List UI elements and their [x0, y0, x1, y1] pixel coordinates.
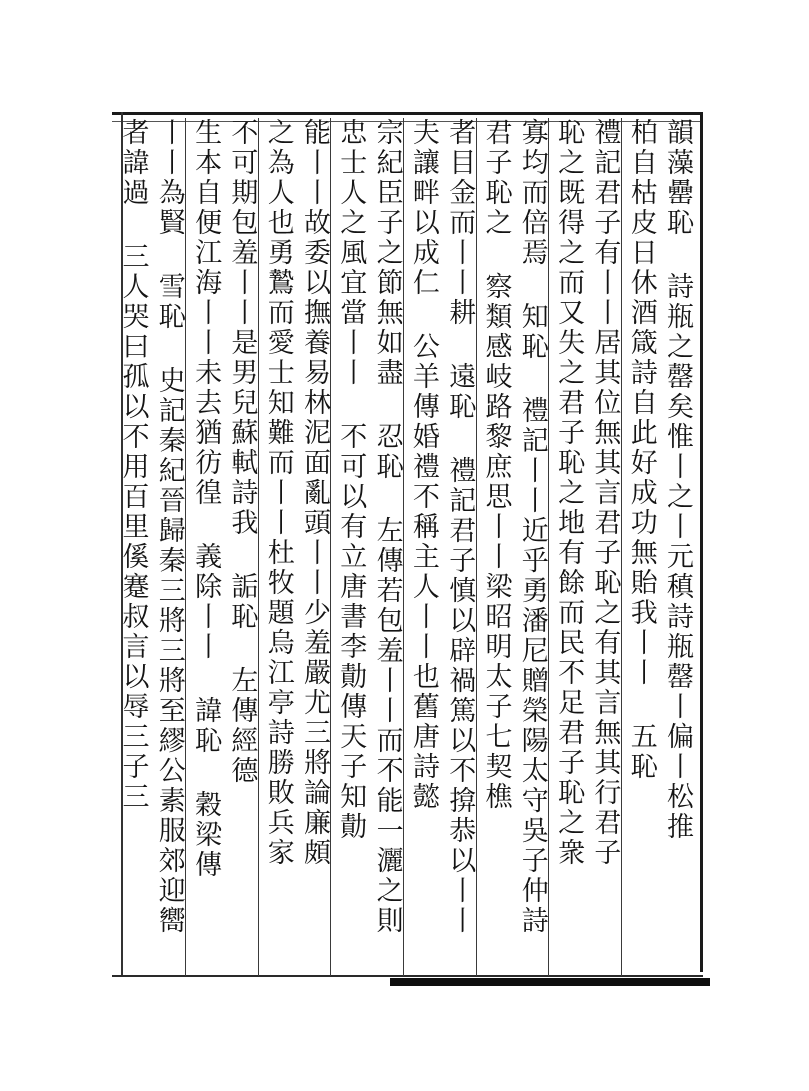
text-column: 忠士人之風宜當丨丨 不可以有立唐書李勣傳天子知勣: [335, 118, 367, 842]
text-column: 柏自枯皮日休酒箴詩自此好成功無貽我丨丨 五恥: [625, 118, 657, 782]
text-column: 宗紀臣子之節無如盡 忍恥 左傳若包羞丨丨而不能一灑之則: [371, 118, 403, 936]
text-column: 禮記君子有丨丨居其位無其言君子恥之有其言無其行君子: [589, 118, 621, 868]
frame-top-rule: [112, 112, 700, 115]
text-column: 生本自便江海丨丨未去猶彷徨 義除丨丨 諱恥 穀梁傳: [190, 118, 222, 880]
text-column: 之為人也勇鷙而愛士知難而丨丨杜牧題烏江亭詩勝敗兵家: [262, 118, 294, 868]
text-column: 者目金而丨丨耕 遠恥 禮記君子慎以辟禍篤以不揜恭以丨丨: [444, 118, 476, 936]
text-column: 丨丨為賢 雪恥 史記秦紀晉歸秦三將三將至繆公素服郊迎嚮: [153, 118, 185, 936]
text-column: 韻藻罍恥 詩瓶之罄矣惟丨之丨元稹詩瓶罄丨偏丨松推: [662, 118, 693, 842]
page-edge-shadow: [390, 978, 710, 986]
frame-right-rule: [700, 112, 703, 972]
text-column: 寡均而倍焉 知恥 禮記丨丨近乎勇潘尼贈榮陽太守吳子仲詩: [516, 118, 548, 936]
text-column: 能丨丨故委以撫養易林泥面亂頭丨丨少羞嚴尤三將論廉頗: [299, 118, 330, 868]
text-column: 不可期包羞丨丨是男兒蘇軾詩我 詬恥 左傳經德: [226, 118, 258, 786]
text-column: 恥之既得之而又失之君子恥之地有餘而民不足君子恥之衆: [553, 118, 585, 868]
text-column: 君子恥之 察類感岐路黎庶思丨丨梁昭明太子七契樵: [480, 118, 512, 812]
frame-bottom-rule: [112, 975, 703, 977]
text-column: 者諱過 三人哭曰孤以不用百里傒蹇叔言以辱三子三: [117, 118, 149, 812]
text-column: 夫讓畔以成仁 公羊傳婚禮不稱主人丨丨也舊唐詩懿: [407, 118, 439, 812]
